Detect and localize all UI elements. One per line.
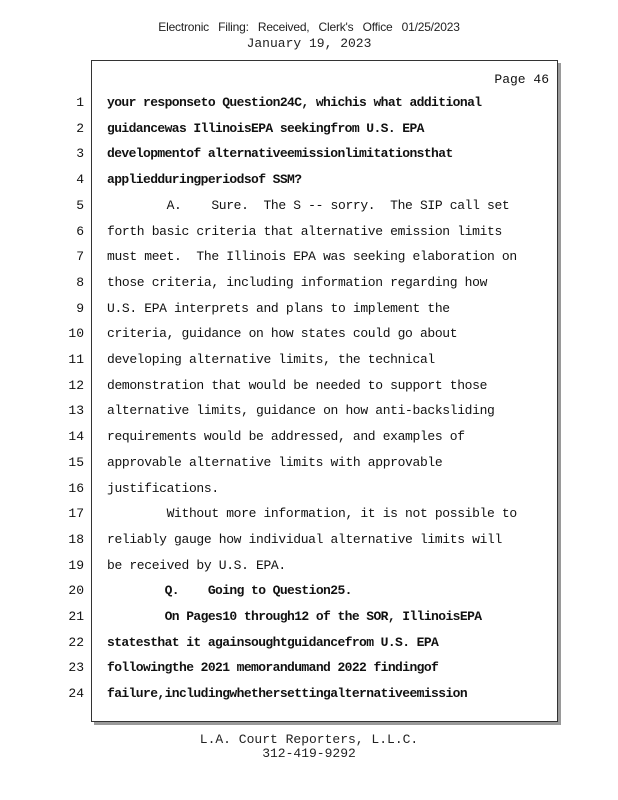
line-text: statesthat it againsoughtguidancefrom U.S. EPA	[107, 634, 439, 650]
line-number: 8	[76, 274, 84, 290]
line-text: U.S. EPA interprets and plans to implement the	[107, 300, 450, 316]
line-number: 4	[76, 172, 84, 188]
line-number: 19	[68, 557, 84, 573]
line-number: 1	[76, 95, 84, 110]
transcript-line	[0, 299, 618, 319]
line-text: justifications.	[107, 480, 219, 496]
transcript-line	[0, 453, 618, 473]
transcript-line	[0, 607, 618, 627]
line-text: On Pages10 through12 of the SOR, IllinoisEPA	[107, 609, 482, 624]
line-number: 6	[76, 223, 84, 239]
line-text: alternative limits, guidance on how anti-backsliding	[107, 403, 495, 419]
line-number: 21	[68, 609, 84, 624]
transcript-line	[0, 376, 618, 396]
page-number: Page 46	[494, 72, 549, 87]
line-text: be received by U.S. EPA.	[107, 557, 286, 573]
transcript-line	[0, 684, 618, 704]
transcript-line	[0, 196, 618, 216]
footer	[0, 733, 618, 761]
line-text: Without more information, it is not possible to	[107, 506, 517, 522]
line-number: 22	[68, 634, 84, 650]
transcript-line	[0, 247, 618, 267]
line-number: 2	[76, 120, 84, 136]
line-number: 5	[76, 197, 84, 213]
transcript-line	[0, 504, 618, 524]
line-text: your responseto Question24C, whichis what additional	[107, 95, 482, 110]
line-number: 3	[76, 146, 84, 162]
line-text: must meet. The Illinois EPA was seeking elaboration on	[107, 249, 517, 265]
transcript-line	[0, 119, 618, 139]
line-text: developmentof alternativeemissionlimitationsthat	[107, 146, 453, 162]
transcript-line	[0, 350, 618, 370]
transcript-line	[0, 324, 618, 344]
line-text: approvable alternative limits with approvable	[107, 454, 443, 470]
filing-stamp: Electronic Filing: Received, Clerk's Office 01/25/2023	[158, 20, 460, 34]
transcript-date: January 19, 2023	[246, 36, 372, 51]
line-number: 23	[68, 660, 84, 676]
transcript-line	[0, 658, 618, 678]
line-number: 14	[68, 429, 84, 445]
line-text: guidancewas IllinoisEPA seekingfrom U.S. EPA	[107, 120, 424, 136]
line-text: failure,includingwhethersettingalternativeemission	[107, 686, 468, 702]
reporter-company: L.A. Court Reporters, L.L.C.	[199, 732, 419, 747]
transcript-line	[0, 273, 618, 293]
line-number: 9	[76, 300, 84, 316]
line-number: 20	[68, 583, 84, 599]
line-text: reliably gauge how individual alternative limits will	[107, 531, 502, 547]
line-number: 12	[68, 377, 84, 393]
line-number: 24	[68, 686, 84, 702]
line-number: 16	[68, 480, 84, 496]
line-number: 17	[68, 506, 84, 522]
transcript-line	[0, 556, 618, 576]
line-text: requirements would be addressed, and examples of	[107, 429, 465, 445]
line-text: criteria, guidance on how states could go about	[107, 326, 458, 342]
line-text: those criteria, including information regarding how	[107, 274, 488, 290]
line-number: 15	[68, 454, 84, 470]
line-number: 10	[68, 326, 84, 342]
transcript-line	[0, 401, 618, 421]
line-number: 18	[68, 531, 84, 547]
transcript-line	[0, 633, 618, 653]
line-text: followingthe 2021 memorandumand 2022 findingof	[107, 660, 439, 676]
line-number: 13	[68, 403, 84, 419]
line-text: Q. Going to Question25.	[107, 583, 352, 599]
line-number: 7	[76, 249, 84, 265]
transcript-line	[0, 144, 618, 164]
transcript-line	[0, 170, 618, 190]
transcript-line	[0, 427, 618, 447]
line-text: developing alternative limits, the technical	[107, 352, 435, 367]
line-text: appliedduringperiodsof SSM?	[107, 172, 302, 188]
line-text: forth basic criteria that alternative emission limits	[107, 223, 502, 239]
reporter-phone: 312-419-9292	[262, 746, 356, 761]
transcript-line	[0, 93, 618, 113]
transcript-line	[0, 222, 618, 242]
transcript-line	[0, 530, 618, 550]
line-text: A. Sure. The S -- sorry. The SIP call set	[107, 197, 510, 213]
transcript-line	[0, 479, 618, 499]
line-text: demonstration that would be needed to support those	[107, 377, 488, 393]
transcript-line	[0, 581, 618, 601]
line-number: 11	[68, 352, 84, 367]
